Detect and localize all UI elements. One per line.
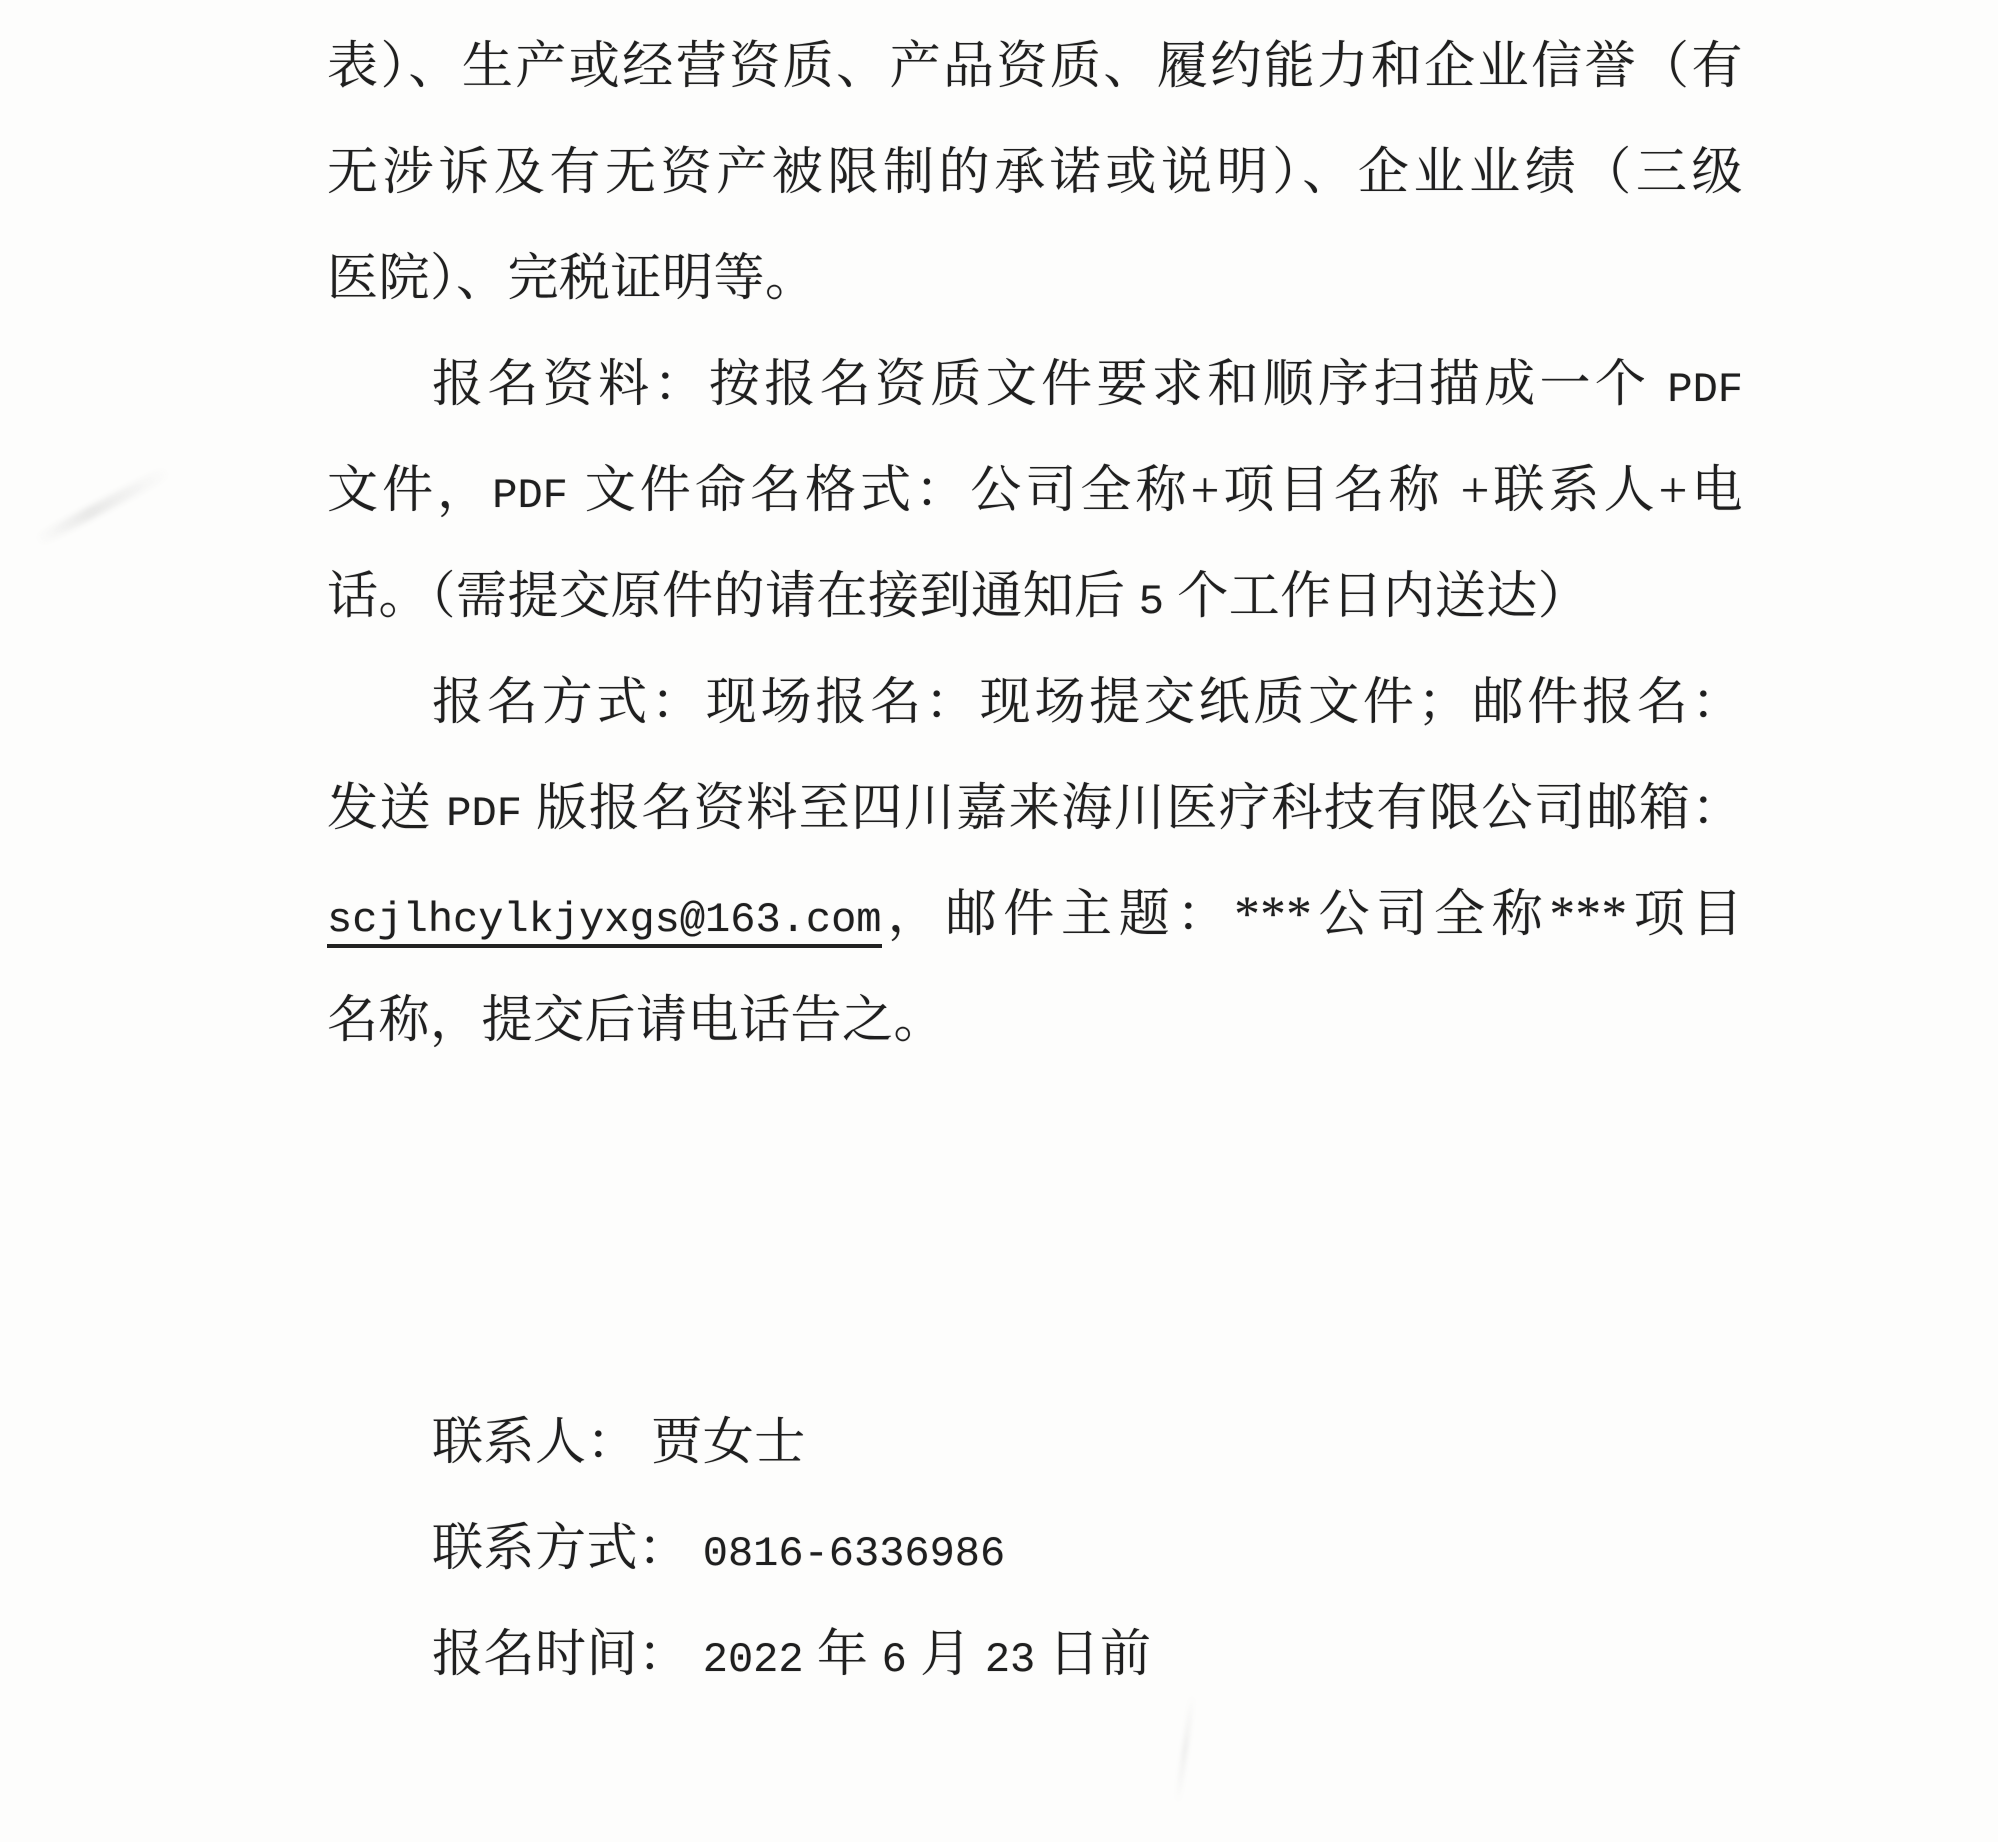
deadline-suffix: 日前 [1035, 1627, 1152, 1683]
text-line-8 [327, 756, 1743, 862]
latin-run: PDF [1667, 366, 1743, 414]
text-run: 文件命名格式：公司全称+项目名称 +联系人+电 [567, 463, 1743, 519]
contact-person: 联系人： 贾女士 [432, 1415, 806, 1471]
deadline-year: 2022 [702, 1636, 804, 1684]
body-text [327, 14, 1743, 1708]
scan-smudge [1174, 1694, 1195, 1804]
deadline-sep: 月 [906, 1627, 985, 1683]
text-run: 个工作日内送达） [1163, 569, 1590, 625]
text-run: 名称，提交后请电话告之。 [327, 993, 946, 1049]
deadline-day: 23 [984, 1636, 1036, 1684]
contact-phone-line [327, 1496, 1743, 1602]
text-line-2 [327, 120, 1743, 226]
text-run: 医院）、完税证明等。 [327, 251, 817, 307]
deadline-line [327, 1602, 1743, 1708]
deadline-month: 6 [881, 1636, 907, 1684]
deadline-sep: 年 [803, 1627, 882, 1683]
latin-run: PDF [446, 790, 522, 838]
text-run: 报名资料：按报名资质文件要求和顺序扫描成一个 [432, 357, 1668, 413]
text-line-6 [327, 544, 1743, 650]
text-run: 话。（需提交原件的请在接到通知后 [327, 569, 1139, 625]
text-run: 无涉诉及有无资产被限制的承诺或说明）、企业业绩（三级 [327, 145, 1743, 201]
text-run: 报名方式：现场报名：现场提交纸质文件；邮件报名： [432, 675, 1743, 731]
scan-smudge [34, 465, 172, 546]
text-line-1 [327, 14, 1743, 120]
text-line-9 [327, 862, 1743, 968]
text-run: 版报名资料至四川嘉来海川医疗科技有限公司邮箱： [521, 781, 1743, 837]
text-line-7 [327, 650, 1743, 756]
phone-number: 0816-6336986 [702, 1530, 1006, 1578]
text-run: ，邮件主题：***公司全称***项目 [881, 887, 1743, 943]
text-run: 文件， [327, 463, 493, 519]
contact-phone-label: 联系方式： [432, 1521, 703, 1577]
text-run: 发送 [327, 781, 447, 837]
deadline-label: 报名时间： [432, 1627, 703, 1683]
email-address: scjlhcylkjyxgs@163.com [327, 896, 882, 948]
text-line-3 [327, 226, 1743, 332]
text-line-4 [327, 332, 1743, 438]
contact-person-line [327, 1390, 1743, 1496]
text-run: 表）、生产或经营资质、产品资质、履约能力和企业信誉（有 [327, 39, 1743, 95]
text-line-10 [327, 968, 1743, 1074]
latin-run: PDF [492, 472, 568, 520]
latin-run: 5 [1138, 578, 1164, 626]
text-line-5 [327, 438, 1743, 544]
